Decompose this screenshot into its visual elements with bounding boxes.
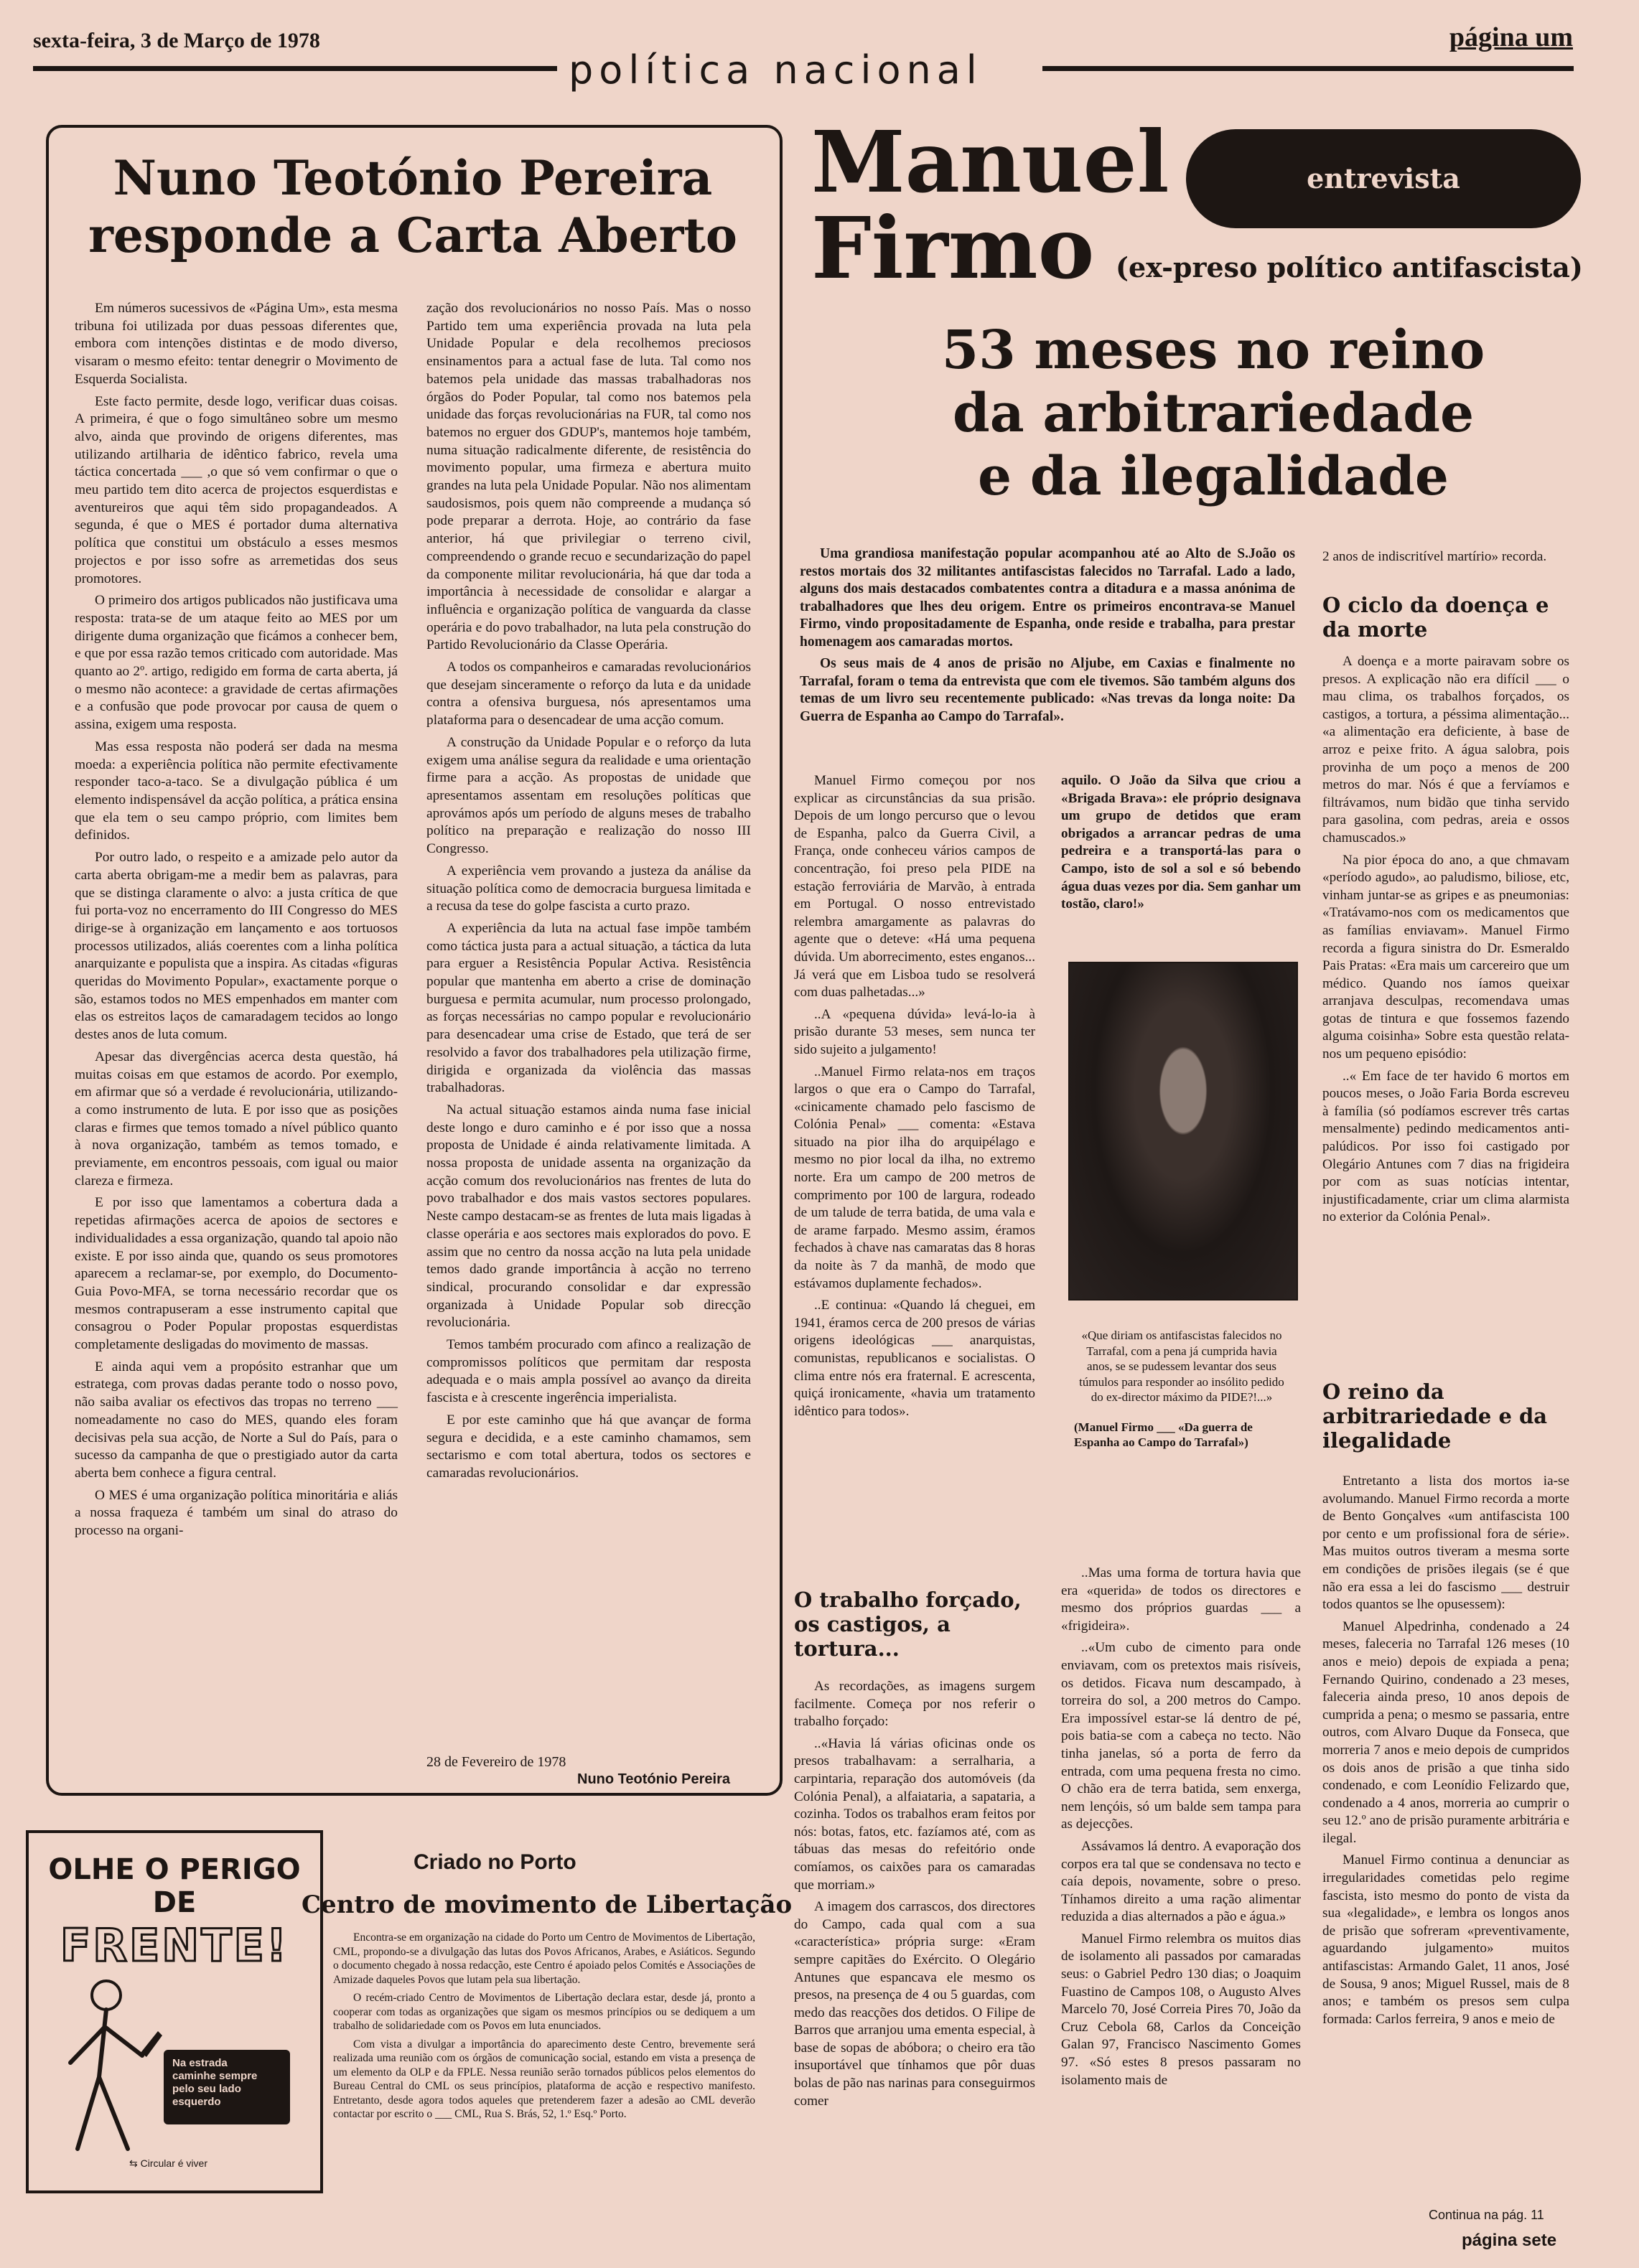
porto-title: Centro de movimento de Libertação	[302, 1890, 793, 1919]
left-article-signature: Nuno Teotónio Pereira	[577, 1771, 730, 1787]
brand-arrow-icon: ⇆	[129, 2157, 138, 2169]
newspaper-name: página um	[1449, 22, 1573, 52]
paragraph: A todos os companheiros e camaradas revolucionários que desejam sinceramente o reforço da luta e da unidade contra a ofensiva burguesa, nós apresentamos uma plataforma para o desencadear de uma acção comum.	[426, 660, 751, 728]
sign-line-2: caminhe sempre	[172, 2070, 258, 2082]
paragraph: As recordações, as imagens surgem facilmente. Começa por nos referir o trabalho forçado:	[794, 1679, 1035, 1730]
lede-paragraph-1: Uma grandiosa manifestação popular acompanhou até ao Alto de S.João os restos mortais dos 32 militantes antifascistas falecidos no Tarrafal. Lado a lado, alguns dos mais destacados combatentes contra a ditadura e a massa anónima de trabalhadores que lhes deu origem. Entre os primeiros encontrava-se Manuel Firmo, vindo propositadamente de Espanha, onde reside e trabalha, para prestar homenagem aos camaradas mortos.	[800, 546, 1295, 650]
continues-note: Continua na pág. 11	[1429, 2208, 1544, 2222]
interview-col-a	[794, 772, 1035, 1425]
road-safety-ad	[26, 1830, 323, 2193]
name-line-2: Firmo	[811, 198, 1095, 298]
paragraph: Entretanto a lista dos mortos ia-se avolumando. Manuel Firmo recorda a morte de Bento Gonçalves «um antifascista 100 por cento e um profissional fora de série». Mas muitos outros tiveram a mesma sorte em condições de prisões ilegais (se é que não era essa a lei do fascismo ___ destruir todos quantos se lhe opusessem):	[1322, 1473, 1569, 1613]
road-sign	[164, 2050, 290, 2124]
ad-headline	[29, 1853, 320, 1972]
paragraph: O MES é uma organização política minoritária e aliás a nossa fraqueza é também um sinal do atraso do processo na organi-	[75, 1487, 398, 1539]
paragraph: Na pior época do ano, a que chmavam «período agudo», ao paludismo, biliose, etc, vinham juntar-se as gripes e as pneumonias: «Tratávamo-nos com os medicamentos que as famílias enviavam». Manuel Firmo recorda a figura sinistra do Dr. Esmeraldo Pais Pratas: «Era mais um carcereiro que um médico. Quando nos íamos queixar arranjava desculpas, recomendava umas gotas de tintura e que fossemos fazendo alguma coisinha» Sobre esta questão relata-nos um pequeno episódio:	[1322, 852, 1569, 1062]
sign-line-4: esquerdo	[172, 2096, 221, 2108]
interview-col-c2	[1322, 1473, 1569, 2033]
paragraph: Na actual situação estamos ainda numa fase inicial deste longo e duro caminho e é por isso que a nossa proposta de Unidade é ainda relativamente limitada. A nossa proposta de unidade assenta na organização da acção comum dos revolucionários nas frentes de luta do povo trabalhador e dos mais vastos sectores populares. Neste campo destacam-se as frentes de luta mais ligadas à classe operária e aos sectores mais explorados do povo. E assim que no centro da nossa acção na luta pela unidade temos dado grande importância à acção no terreno sindical, procurando consolidar e dar expressão organizada à Unidade Popular sob direcção revolucionária.	[426, 1102, 751, 1331]
ad-brand	[129, 2157, 207, 2170]
walking-man-icon	[49, 1977, 164, 2163]
interview-lede	[800, 545, 1295, 730]
section-title: política nacional	[569, 47, 983, 93]
entrevista-label: entrevista	[1307, 162, 1460, 195]
paragraph: Este facto permite, desde logo, verificar duas coisas. A primeira, é que o fogo simultâneo sobre um mesmo alvo, ainda que provindo de origens diferentes, mas utilizando artilharia de idêntico fabrico, revela uma táctica concertada ___ ,o que só vem confirmar o que o meu partido tem dito acerca de projectos esquerdistas e aventureiros que aqui têm sido propagandeados. A segunda, é que o MES é portador duma alternativa política que constitui um obstáculo a esses mesmos projectos e por isso sofre as arremetidas dos seus promotores.	[75, 393, 398, 586]
paragraph: Manuel Firmo continua a denunciar as irregularidades cometidas pelo regime fascista, isto mesmo do ponto de vista da sua «legalidade», e lembra os longos anos de prisão que sofreram «preventivamente, aguardando julgamento» muitos antifascistas: Armando Galet, 11 anos, José de Sousa, 9 anos; Miguel Russel, mais de 8 anos; e também os presos sem culpa formada: Carlos ferreira, 9 anos e meio de	[1322, 1852, 1569, 2027]
left-article-col-1	[75, 300, 398, 1545]
ad-headline-line-2: DE	[152, 1886, 197, 1919]
photo-caption-text: «Que diriam os antifascistas falecidos no Tarrafal, com a pena já cumprida havia anos, se se pudessem levantar dos seus túmulos para responder ao insólito pedido do ex-director máximo da PIDE?!...»	[1079, 1329, 1284, 1404]
paragraph: E por este caminho que há que avançar de forma segura e decidida, e a este caminho chamamos, sem sectarismo e com total abertura, todos os sectores e camaradas revolucionários.	[426, 1412, 751, 1481]
left-article-title	[57, 149, 768, 264]
interview-col-b-bottom	[1061, 1565, 1301, 2094]
paragraph: Encontra-se em organização na cidade do Porto um Centro de Movimentos de Libertação, CML, propondo-se a divulgação das lutas dos Povos Africanos, Arabes, e Asiáticos. Segundo o documento chegado à nossa redacção, este Centro é apoiado pelos Comités e Associações de Amizade daqueles Povos que lutam pela sua libertação.	[333, 1931, 755, 1986]
paragraph: A construção da Unidade Popular e o reforço da luta exigem uma análise segura da realidade e uma orientação firme para a acção. As propostas de unidade que apresentamos assentam em resoluções políticas que aprovámos após um período de alguns meses de trabalho político na preparação e realização do nosso III Congresso.	[426, 734, 751, 857]
manuel-firmo-photo	[1068, 962, 1298, 1301]
paragraph: ..A «pequena dúvida» levá-lo-ia à prisão durante 53 meses, sem nunca ter sido sujeito a julgamento!	[794, 1006, 1035, 1057]
sign-line-1: Na estrada	[172, 2057, 228, 2069]
paragraph: Manuel Firmo relembra os muitos dias de isolamento ali passados por camaradas seus: o Gabriel Pedro 130 dias; o Joaquim Fuastino de Campos 108, o Augusto Alves Marcelo 70, José Correia Pires 70, João da Cruz Cebola 68, Carlos da Conceição Galan 97, Francisco Nascimento Gomes 97. «Só estes 8 presos passaram no isolamento mais de	[1061, 1931, 1301, 2088]
lede-paragraph-2: Os seus mais de 4 anos de prisão no Aljube, em Caxias e finalmente no Tarrafal, foram o tema da entrevista que com ele tivemos. São também alguns dos temas de um livro seu recentemente publicado: «Nas trevas da longa noite: Da Guerra de Espanha ao Campo do Tarrafal».	[800, 656, 1295, 724]
subhead-torture: O trabalho forçado, os castigos, a tortura...	[794, 1588, 1022, 1661]
paragraph: Manuel Firmo começou por nos explicar as circunstâncias da sua prisão. Depois de um longo percurso que o levou de Espanha, palco da Guerra Civil, a França, onde conheceu vários campos de concentração, foi preso pela PIDE na estação ferroviária de Marvão, à entrada em Portugal. O nosso entrevistado relembra amargamente as palavras do agente que o deteve: «Há uma pequena dúvida. Um aborrecimento, estes enganos... Já verá que em Lisboa tudo se resolverá com duas palhetadas...»	[794, 773, 1035, 1001]
left-article-dateline: 28 de Fevereiro de 1978	[426, 1754, 566, 1770]
paragraph: ..E continua: «Quando lá cheguei, em 1941, éramos cerca de 200 presos de várias origens ideológicas ___ anarquistas, comunistas, republicanos e socialistas. O clima entre nós era fraternal. E acrescenta, quiçá ironicamente, «havia um tratamento idêntico para todos».	[794, 1298, 1035, 1419]
ad-headline-line-3: FRENTE!	[60, 1919, 289, 1972]
headline-line-1: 53 meses no reino	[941, 319, 1485, 381]
page-number-label: página sete	[1462, 2231, 1557, 2250]
subhead-arbitrary: O reino da arbitrariedade e da ilegalidade	[1322, 1379, 1548, 1453]
porto-body	[333, 1931, 755, 2126]
ad-brand-text: Circular é viver	[140, 2157, 207, 2169]
issue-date: sexta-feira, 3 de Março de 1978	[33, 29, 320, 52]
paragraph: A experiência da luta na actual fase impõe também como táctica justa para a actual situação, a táctica da luta para erguer a Resistência Popular Activa. Resistência popular que mantenha em aberto a crise de dominação burguesa e permita acumular, num processo prolongado, as forças necessárias no campo popular e revolucionário para desencadear uma crise de Estado, que terá de ser resolvido a favor dos trabalhadores pela utilização firme, dirigida e organizada da violência das massas trabalhadoras.	[426, 920, 751, 1096]
paragraph: ..«Havia lá várias oficinas onde os presos trabalhavam: a serralharia, a carpintaria, reparação dos automóveis (da Colónia Penal), a alfaiataria, a sapataria, a cozinha. Todos os trabalhos eram feitos por nós: botas, fatos, etc. fazíamos até, com as tábuas das mesas do refeitório onde comíamos, os caixões para os camaradas que morriam.»	[794, 1735, 1035, 1893]
paragraph: Apesar das divergências acerca desta questão, há muitas coisas em que estamos de acordo. Por exemplo, em afirmar que só a verdade é revolucionária, utilizando-a como instrumento de luta. E por isso que as posições claras e firmes que temos tomado a nível público quanto à nova organização, também as temos tomado, e previamente, em encontros pessoais, com igual ou maior clareza e firmeza.	[75, 1049, 398, 1189]
porto-kicker: Criado no Porto	[414, 1850, 576, 1874]
photo-caption	[1074, 1328, 1289, 1451]
entrevista-badge	[1186, 129, 1581, 228]
ad-headline-line-1: OLHE O PERIGO	[48, 1853, 301, 1886]
paragraph: ..« Em face de ter havido 6 mortos em poucos meses, o João Faria Borda escreveu à família (só podíamos escrever três cartas mensalmente) pedindo medicamentos anti-palúdicos. Por isso foi castigado por Olegário Antunes com 7 dias na frigideira por com as suas notícias intentar, injustificadamente, criar um clima alarmista no exterior da Colónia Penal».	[1322, 1068, 1569, 1225]
subhead-disease: O ciclo da doença e da morte	[1322, 593, 1549, 642]
headline-line-2: da arbitrariedade	[952, 383, 1475, 444]
paragraph: Em números sucessivos de «Página Um», esta mesma tribuna foi utilizada por duas pessoas diferentes que, embora com intenções distintas e de modo diverso, visaram o mesmo efeito: tentar denegrir o Movimento de Esquerda Socialista.	[75, 301, 398, 387]
sign-line-3: pelo seu lado	[172, 2083, 241, 2095]
headline-line-3: e da ilegalidade	[977, 446, 1449, 507]
paragraph: Assávamos lá dentro. A evaporação dos corpos era tal que se condensava no tecto e caía depois, novamente, sobre o preso. Tínhamos direito a uma ração alimentar reduzida a dias alternados a pão e água.»	[1061, 1838, 1301, 1925]
name-line-1: Manuel	[811, 112, 1169, 212]
paragraph: aquilo. O João da Silva que criou a «Brigada Brava»: ele próprio designava um grupo de detidos que eram obrigados a arrancar pedras de uma pedreira e a transportá-las para o Campo, isto de sol a sol e só bebendo água duas vezes por dia. Sem ganhar um tostão, claro!»	[1061, 773, 1301, 912]
interview-col-c1	[1322, 653, 1569, 1231]
paragraph: E ainda aqui vem a propósito estranhar que um estratega, com provas dadas perante todo o nosso povo, não saiba avaliar os efectivos das tropas no terreno ___ nomeadamente no caso do MES, quando eles foram decisivas pela sua acção, de Norte a Sul do País, para o sucesso da campanha de que o prestigiado autor da carta aberta bem conhece a figura central.	[75, 1359, 398, 1481]
paragraph: O primeiro dos artigos publicados não justificava uma resposta: trata-se de um ataque feito ao MES por um dirigente duma organização que ficámos a conhecer bem, e que por essa razão temos criticado com autoridade. Mas quanto ao 2º. artigo, redigido em forma de carta aberta, já o mesmo não acontece: a gravidade de certas afirmações e a confusão que pode provocar por causa de quem o assina, exigem uma resposta.	[75, 593, 398, 733]
paragraph: A experiência vem provando a justeza da análise da situação política como de democracia burguesa limitada e a recusa da tese do golpe fascista a curto prazo.	[426, 863, 751, 914]
interviewee-subtitle: (ex-preso político antifascista)	[1116, 251, 1583, 284]
left-article-col-2	[426, 300, 751, 1487]
paragraph: zação dos revolucionários no nosso País. Mas o nosso Partido tem uma experiência provada na luta pela Unidade Popular e dela recolhemos preciosos ensinamentos para a actual fase de luta. Tal como nos batemos pela unidade das massas trabalhadoras nos órgãos do Poder Popular, tal como nos batemos pela unidade das forças revolucionárias na FUR, tal como nos batemos no erguer dos GDUP's, mantemos hoje também, numa situação radicalmente diferente, de resistência do movimento popular, uma firmeza e abertura muito grandes na luta pela Unidade Popular. Não nos alimentam saudosismos, pois quem não compreende a mudança só pode preparar a derrota. Hoje, ao contrário da fase anterior, há que privilegiar o terreno civil, compreendendo o grande recuo e secundarização do papel da componente militar revolucionária, há que dar toda a importância à necessidade de consolidar e alargar a influência e organização política de vanguarda da classe operária e do povo trabalhador, na luta pela construção do Partido Revolucionário da Classe Operária.	[426, 301, 751, 653]
interview-headline	[869, 319, 1558, 508]
paragraph: A imagem dos carrascos, dos directores do Campo, cada qual com a sua «característica» própria surge: «Eram sempre capitães do Exército. O Olegário Antunes que espancava ele mesmo os presos, na presença de 4 ou 5 guardas, com medo das reacções dos detidos. O Filipe de Barros que arranjou uma ementa especial, à base de sopas de abóbora; o cheiro era tão insuportável que tínhamos que pôr duas bolas de pão nas narinas para conseguirmos comer	[794, 1899, 1035, 2109]
left-title-line-2: responde a Carta Aberto	[88, 207, 737, 263]
paragraph: ..«Um cubo de cimento para onde enviavam, com os pretextos mais risíveis, os detidos. Ficava num descampado, à torreira do sol, a 200 metros do Campo. Era impossível estar-se lá dentro de pé, pois batia-se com a cabeça no tecto. Não tinha janelas, só a porta de ferro da entrada, com uma pequena fresta no cimo. O chão era de terra batida, sem enxerga, nem lençóis, só um balde sem tampa para as dejecções.	[1061, 1640, 1301, 1832]
paragraph: A doença e a morte pairavam sobre os presos. A explicação não era difícil ___ o mau clima, os trabalhos forçados, os castigos, a tortura, a péssima alimentação... «a alimentação era deficiente, à base de arroz e peixe frito. A água salobra, pois provinha de um poço a menos de 200 metros do mar. Nós é que a fervíamos e filtrávamos, num bidão que tinha servido para gasolina, com pedras, areia e ossos chamuscados.»	[1322, 654, 1569, 845]
interview-col-c-top	[1322, 548, 1569, 566]
paragraph: E por isso que lamentamos a cobertura dada a repetidas afirmações acerca de apoios de sectores e individualidades a essa organização, quando tal apoio não existe. E por isso ainda que, quando os seus promotores aparecem a reclamar-se, por exemplo, do Documento-Guia Povo-MFA, se torna necessário recordar que os mesmos contrapuseram a esse instrumento capital que consagrou o Poder Popular propostas esquerdistas completamente desligadas do movimento de massas.	[75, 1195, 398, 1353]
col-c-top-text: 2 anos de indiscritível martírio» recorda.	[1322, 549, 1547, 564]
paragraph: ..Mas uma forma de tortura havia que era «querida» de todos os directores e mesmo dos próprios guardas ___ a «frigideira».	[1061, 1565, 1301, 1634]
paragraph: Manuel Alpedrinha, condenado a 24 meses, faleceria no Tarrafal 126 meses (10 anos e meio) depois de expiada a pena; Fernando Quirino, condenado a 23 meses, faleceria ainda preso, 10 anos depois de cumprida a pena; o mesmo se passaria, entre outros, com Alvaro Duque da Fonseca, que morreria 7 anos e meio depois de cumpridos os dois anos de prisão a que tinha sido condenado, e com Leonídio Felizardo que, condenado a 4 anos, morreria ao cumprir o seu 12.º ano de prisão puramente arbitrária e ilegal.	[1322, 1618, 1569, 1846]
paragraph: Por outro lado, o respeito e a amizade pelo autor da carta aberta obrigam-me a medir bem as palavras, para que se distinga claramente o alvo: a justa crítica de que fui porta-voz no encerramento do III Congresso do MES dirige-se à organização em lançamento e aos tortuosos processos utilizados, aliás coerentes com a linha política anarquizante e populista que a inspira. As citadas «figuras queridas do Movimento Popular», exactamente porque o são, estamos todos no MES empenhados em manter com elas os estreitos laços de camaradagem tecidos ao longo destes anos de luta comum.	[75, 850, 398, 1043]
left-title-line-1: Nuno Teotónio Pereira	[113, 150, 713, 206]
photo-credit: (Manuel Firmo ___ «Da guerra de Espanha ao Campo do Tarrafal»)	[1074, 1420, 1253, 1449]
interview-col-a2	[794, 1678, 1035, 2114]
interview-col-b-top	[1061, 772, 1301, 918]
paragraph: O recém-criado Centro de Movimentos de Libertação declara estar, desde já, pronto a cooperar com todas as organizações que sigam os mesmos princípios ou se dediquem a um trabalho de solidariedade com os Povos em luta enunciados.	[333, 1992, 755, 2032]
header-rule-left	[33, 66, 557, 71]
paragraph: Temos também procurado com afinco a realização de compromissos políticos que permitam dar resposta adequada e o mais ampla possível ao avanço da direita fascista e à crescente ingerência imperialista.	[426, 1337, 751, 1406]
header-rule-right	[1042, 66, 1574, 71]
paragraph: Mas essa resposta não poderá ser dada na mesma moeda: a experiência política não permite efectivamente responder taco-a-taco. Se a divulgação pública é um elemento indispensável da acção política, a prática ensina que ela tem o seu campo próprio, com limites bem definidos.	[75, 739, 398, 843]
paragraph: ..Manuel Firmo relata-nos em traços largos o que era o Campo do Tarrafal, «cinicamente chamado pelo fascismo de Colónia Penal» ___ comenta: «Estava situado na pior ilha do arquipélago e mesmo no pior local da ilha, no extremo norte. Era um campo de 200 metros de comprimento por 100 de largura, rodeado de um talude de terra batida, de uma vala e de arame farpado. Mesmo assim, éramos fechados à chave nas camaratas das 8 horas da noite às 7 da manhã, de modo que estávamos duplamente fechados».	[794, 1064, 1035, 1291]
paragraph: Com vista a divulgar a importância do aparecimento deste Centro, brevemente será realizada uma reunião com os órgãos de comunicação social, estando em vista a presença de um elemento da OLP e da FPLE. Nessa reunião serão tornados públicos pelos elementos do Bureau Central do CML os seus princípios, plataforma de acção e respectivo manifesto. Entretanto, desde agora todos aqueles que pretenderem fazer a adesão ao CML deverão contactar por escrito o ___ CML, Rua S. Brás, 52, 1.º Esq.º Porto.	[333, 2038, 755, 2120]
